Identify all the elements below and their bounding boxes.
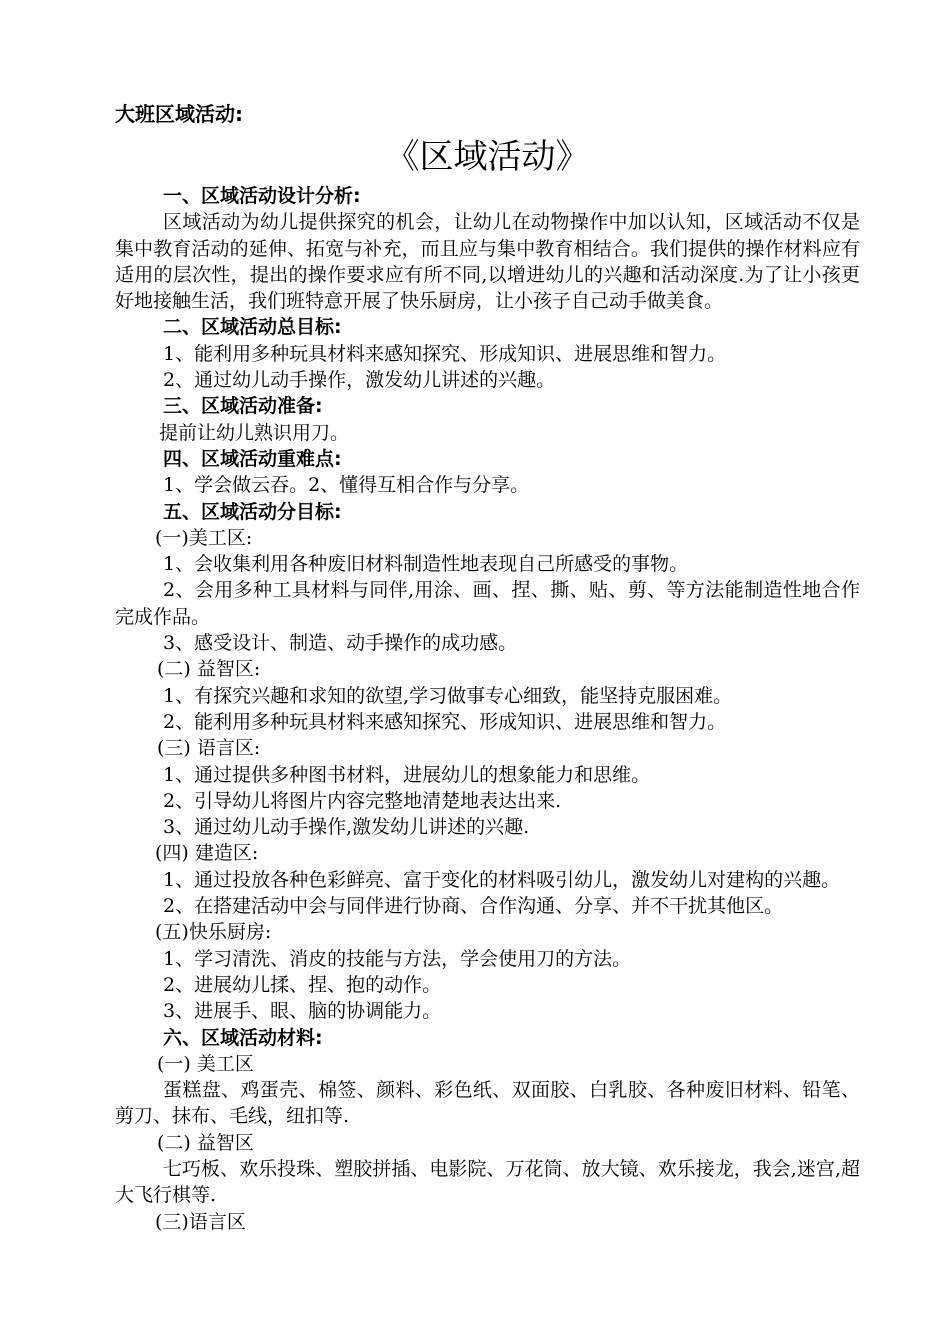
sub-area-label-puzzle: (二) 益智区: [157, 658, 261, 681]
language-goal-item: 1、通过提供多种图书材料，进展幼儿的想象能力和思维。 [163, 763, 651, 786]
preparation-text: 提前让幼儿熟识用刀。 [159, 421, 350, 444]
section-heading-key-points: 四、区域活动重难点: [163, 447, 342, 470]
document-page [115, 96, 860, 1235]
overall-goal-item: 1、能利用多种玩具材料来感知探究、形成知识、进展思维和智力。 [163, 342, 727, 365]
section-heading-overall-goals: 二、区域活动总目标: [163, 316, 342, 339]
art-goal-item: 2、会用多种工具材料与同伴,用涂、画、捏、撕、贴、剪、等方法能制造性地合作完成作品。 [115, 579, 860, 628]
materials-label-art: (一) 美工区 [157, 1052, 254, 1075]
puzzle-goal-item: 2、能利用多种玩具材料来感知探究、形成知识、进展思维和智力。 [163, 710, 727, 733]
build-goal-item: 1、通过投放各种色彩鲜亮、富于变化的材料吸引幼儿，激发幼儿对建构的兴趣。 [163, 868, 841, 891]
kitchen-goal-item: 1、学习清洗、消皮的技能与方法，学会使用刀的方法。 [163, 947, 632, 970]
kitchen-goal-item: 3、进展手、眼、脑的协调能力。 [163, 1000, 442, 1023]
art-goal-item: 1、会收集利用各种废旧材料制造性地表现自己所感受的事物。 [163, 553, 689, 576]
materials-label-puzzle: (二) 益智区 [157, 1131, 254, 1154]
key-points-text: 1、学会做云吞。2、懂得互相合作与分享。 [163, 474, 530, 497]
sub-area-label-build: (四) 建造区: [155, 842, 259, 865]
build-goal-item: 2、在搭建活动中会与同伴进行协商、合作沟通、分享、并不干扰其他区。 [163, 895, 784, 918]
overall-goal-item: 2、通过幼儿动手操作，激发幼儿讲述的兴趣。 [163, 369, 556, 392]
document-kicker: 大班区域活动: [115, 102, 243, 126]
materials-label-language: (三)语言区 [155, 1210, 246, 1233]
sub-area-label-art: (一)美工区: [155, 526, 253, 549]
language-goal-item: 2、引导幼儿将图片内容完整地清楚地表达出来. [163, 789, 562, 812]
section-heading-materials: 六、区域活动材料: [163, 1026, 323, 1049]
section-heading-sub-goals: 五、区域活动分目标: [163, 500, 342, 523]
materials-puzzle-paragraph: 七巧板、欢乐投珠、塑胶拼插、电影院、万花筒、放大镜、欢乐接龙，我会,迷宫,超大飞行棋等. [115, 1157, 860, 1207]
design-analysis-paragraph: 区域活动为幼儿提供探究的机会，让幼儿在动物操作中加以认知，区域活动不仅是集中教育活动的延伸、拓宽与补充，而且应与集中教育相结合。我们提供的操作材料应有适用的层次性，提出的操作要求应有所不同,以增进幼儿的兴趣和活动深度.为了让小孩更好地接触生活，我们班特意开展了快乐厨房，让小孩子自己动手做美食。 [115, 211, 860, 313]
document-title: 《区域活动》 [385, 137, 590, 177]
sub-area-label-kitchen: (五)快乐厨房: [155, 921, 272, 944]
section-heading-design-analysis: 一、区域活动设计分析: [163, 185, 361, 207]
section-heading-preparation: 三、区域活动准备: [163, 395, 323, 418]
puzzle-goal-item: 1、有探究兴趣和求知的欲望,学习做事专心细致，能坚持克服困难。 [163, 684, 733, 707]
art-goal-item: 3、感受设计、制造、动手操作的成功感。 [163, 632, 518, 655]
sub-area-label-language: (三) 语言区: [157, 737, 261, 760]
materials-art-paragraph: 蛋糕盘、鸡蛋壳、棉签、颜料、彩色纸、双面胶、白乳胶、各种废旧材料、铅笔、剪刀、抹布、毛线，纽扣等. [115, 1079, 860, 1128]
kitchen-goal-item: 2、进展幼儿揉、捏、抱的动作。 [163, 973, 442, 996]
language-goal-item: 3、通过幼儿动手操作,激发幼儿讲述的兴趣. [163, 816, 530, 839]
